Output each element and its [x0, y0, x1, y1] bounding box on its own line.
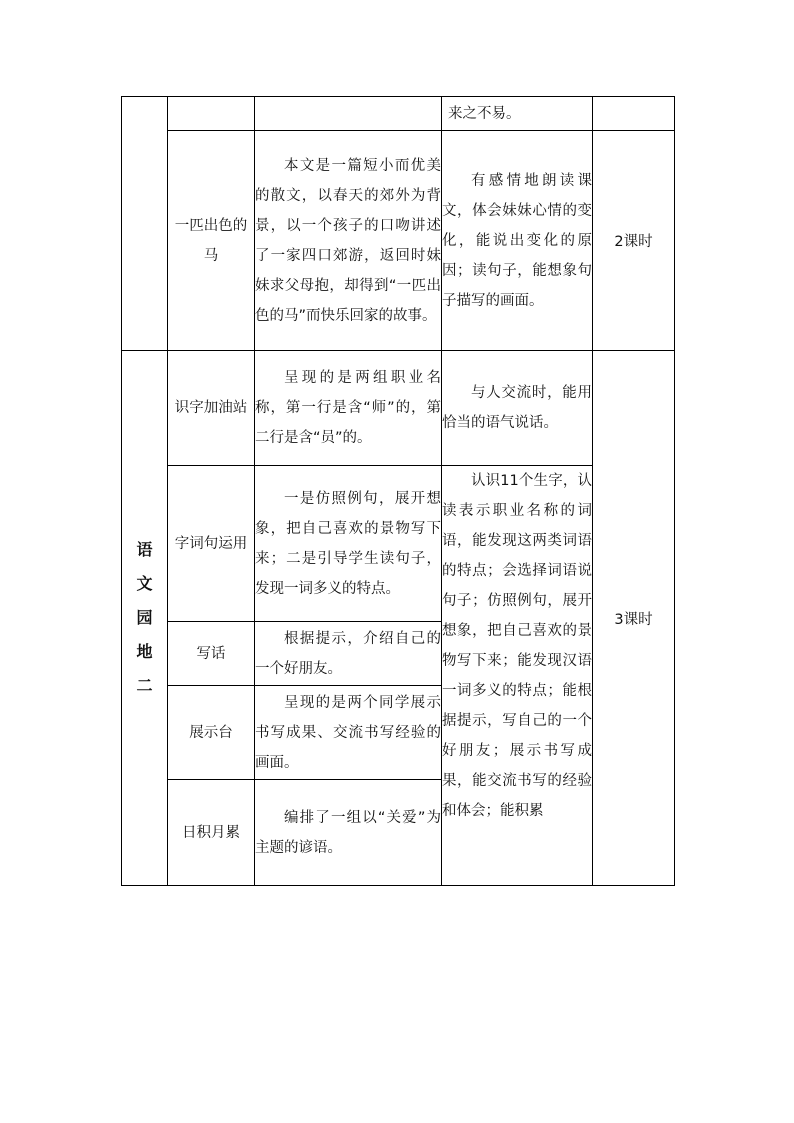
hours-cell: 3课时	[593, 351, 675, 886]
unit-title-cell	[122, 351, 168, 886]
content-cell: 根据提示，介绍自己的一个好朋友。	[255, 622, 442, 686]
lesson-plan-table	[121, 96, 675, 886]
section-title-cell: 字词句运用	[168, 466, 255, 622]
section-title-cell: 识字加油站	[168, 351, 255, 466]
section-title-cell: 日积月累	[168, 780, 255, 886]
content-cell: 呈现的是两个同学展示书写成果、交流书写经验的画面。	[255, 686, 442, 780]
unit-title-char: 文	[136, 574, 153, 593]
unit-title-char: 二	[136, 676, 153, 695]
objective-cell: 与人交流时，能用恰当的语气说话。	[442, 351, 593, 466]
unit-title-char: 园	[136, 608, 153, 627]
lesson-title-cell: 一匹出色的马	[168, 131, 255, 351]
objective-cell: 来之不易。	[442, 97, 593, 131]
section-title-cell: 写话	[168, 622, 255, 686]
table-row	[122, 131, 675, 351]
content-cell: 呈现的是两组职业名称，第一行是含“师”的，第二行是含“员”的。	[255, 351, 442, 466]
objective-text: 认识11个生字，认读表示职业名称的词语，能发现这两类词语的特点；会选择词语说句子；仿照例句，展开想象，把自己喜欢的景物写下来；能发现汉语一词多义的特点；能根据提示，写自己的一个好朋友；展示书写成果，能交流书写的经验和体会；能积累	[442, 473, 592, 819]
objective-cell: 有感情地朗读课文，体会妹妹心情的变化，能说出变化的原因；读句子，能想象句子描写的画面。	[442, 131, 593, 351]
unit-title-char: 地	[136, 642, 153, 661]
content-cell: 一是仿照例句，展开想象，把自己喜欢的景物写下来；二是引导学生读句子，发现一词多义的特点。	[255, 466, 442, 622]
unit-cell-previous	[122, 97, 168, 351]
hours-cell: 2课时	[593, 131, 675, 351]
section-title-cell: 展示台	[168, 686, 255, 780]
content-cell: 本文是一篇短小而优美的散文，以春天的郊外为背景，以一个孩子的口吻讲述了一家四口郊游，返回时妹妹求父母抱，却得到“一匹出色的马”而快乐回家的故事。	[255, 131, 442, 351]
table-row	[122, 351, 675, 466]
objective-cell-shared	[442, 466, 593, 886]
hours-cell	[593, 97, 675, 131]
table-row	[122, 97, 675, 131]
content-cell: 编排了一组以“关爱”为主题的谚语。	[255, 780, 442, 886]
table-row	[122, 466, 675, 622]
content-cell	[255, 97, 442, 131]
lesson-title-cell	[168, 97, 255, 131]
unit-title-char: 语	[136, 540, 153, 559]
